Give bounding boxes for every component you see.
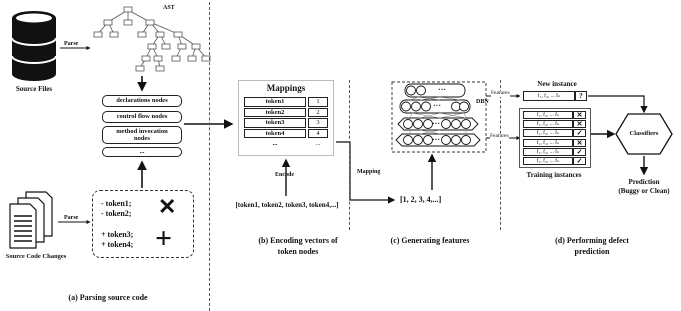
caption-c: (c) Generating features (390, 236, 470, 245)
mapping-token-cell: token4 (244, 129, 306, 139)
top-node-ellipsis: ··· (438, 85, 447, 94)
caption-d-line1: (d) Performing defect (555, 236, 629, 245)
ast-label: AST (163, 5, 175, 11)
unknown-label: ? (579, 92, 583, 100)
mapping-id-cell: ... (315, 140, 321, 148)
new-instance-label-cell (575, 91, 587, 101)
prediction-result: (Buggy or Clean) (618, 187, 670, 195)
training-feature-vector: f₁, f₂, ... fₙ (523, 157, 573, 165)
training-label-cell: ✓ (573, 157, 586, 165)
add-icon: + (155, 222, 173, 255)
training-label-cell: ✓ (573, 148, 586, 156)
method-invocation-label-2: nodes (134, 135, 150, 142)
caption-d-line2: prediction (574, 247, 610, 256)
removed-token-2: - token2; (101, 209, 132, 218)
mappings-title: Mappings (266, 83, 306, 93)
declarations-nodes-label: declarations nodes (116, 97, 168, 105)
remove-icon: ✕ (158, 194, 177, 219)
separator-b-c (349, 80, 350, 230)
mapping-token-cell: ... (272, 140, 278, 148)
hidden-node-ellipsis: ··· (432, 119, 441, 128)
added-token-2: + token4; (101, 240, 134, 249)
mapping-id-cell: 3 (308, 118, 328, 128)
mapping-label: Mapping (357, 169, 381, 175)
parse-label-bottom: Parse (64, 215, 79, 221)
method-invocation-label-1: method invocation (116, 127, 168, 135)
caption-b-line1: (b) Encoding vectors of (258, 236, 338, 245)
prediction-title: Prediction (628, 178, 660, 186)
training-feature-vector: f₁, f₂, ... fₙ (523, 120, 573, 128)
control-flow-nodes (102, 111, 182, 123)
training-feature-vector: f₁, f₂, ... fₙ (523, 139, 573, 147)
more-nodes-label: ... (139, 148, 145, 156)
mapping-id-cell: 4 (308, 129, 328, 139)
ast-tree-graphic (94, 7, 210, 71)
mapping-token-cell: token1 (244, 97, 306, 107)
dbn-label: DBN (476, 99, 489, 105)
documents-icon (10, 192, 52, 248)
training-feature-vector: f₁, f₂, ... fₙ (523, 148, 573, 156)
training-label-cell: ✕ (573, 111, 586, 119)
token-sequence: [token1, token2, token3, token4,...] (235, 201, 339, 209)
more-nodes (102, 147, 182, 157)
added-token-1: + token3; (101, 230, 134, 239)
database-icon (12, 11, 56, 81)
training-feature-vector: f₁, f₂, ... fₙ (523, 111, 573, 119)
new-instance-arrow (588, 96, 644, 112)
classifiers-label: Classifiers (629, 130, 659, 137)
training-instances-label: Training instances (526, 171, 582, 179)
features-label-top: Features (491, 90, 510, 96)
middle-node-ellipsis: ··· (433, 101, 442, 110)
training-label-cell: ✕ (573, 139, 586, 147)
removed-token-1: - token1; (101, 199, 132, 208)
mapping-id-cell: 2 (308, 108, 328, 118)
new-instance-feature-text: f₁, f₂, ... fₙ (537, 93, 561, 99)
control-flow-nodes-label: control flow nodes (116, 113, 168, 121)
new-instance-features (523, 91, 575, 101)
feature-vector: [1, 2, 3, 4,...] (400, 195, 442, 204)
declarations-nodes (102, 95, 182, 107)
caption-b-line2: token nodes (277, 247, 319, 256)
training-feature-vector: f₁, f₂, ... fₙ (523, 129, 573, 137)
features-label-bottom: Features (490, 133, 509, 139)
separator-a-b (209, 2, 210, 311)
new-instance-label: New instance (537, 80, 577, 88)
training-label-cell: ✕ (573, 120, 586, 128)
training-label-cell: ✓ (573, 129, 586, 137)
caption-a: (a) Parsing source code (68, 293, 148, 302)
method-invocation-nodes (102, 126, 182, 144)
source-code-changes-label: Source Code Changes (5, 253, 67, 260)
mapping-token-cell: token3 (244, 118, 306, 128)
encode-label: Encode (275, 172, 295, 178)
mapping-token-cell: token2 (244, 108, 306, 118)
separator-c-d (500, 80, 501, 230)
source-files-label: Source Files (15, 85, 53, 93)
mapping-id-cell: 1 (308, 97, 328, 107)
bottom-node-ellipsis: ··· (432, 135, 441, 144)
parse-label-top: Parse (64, 41, 79, 47)
